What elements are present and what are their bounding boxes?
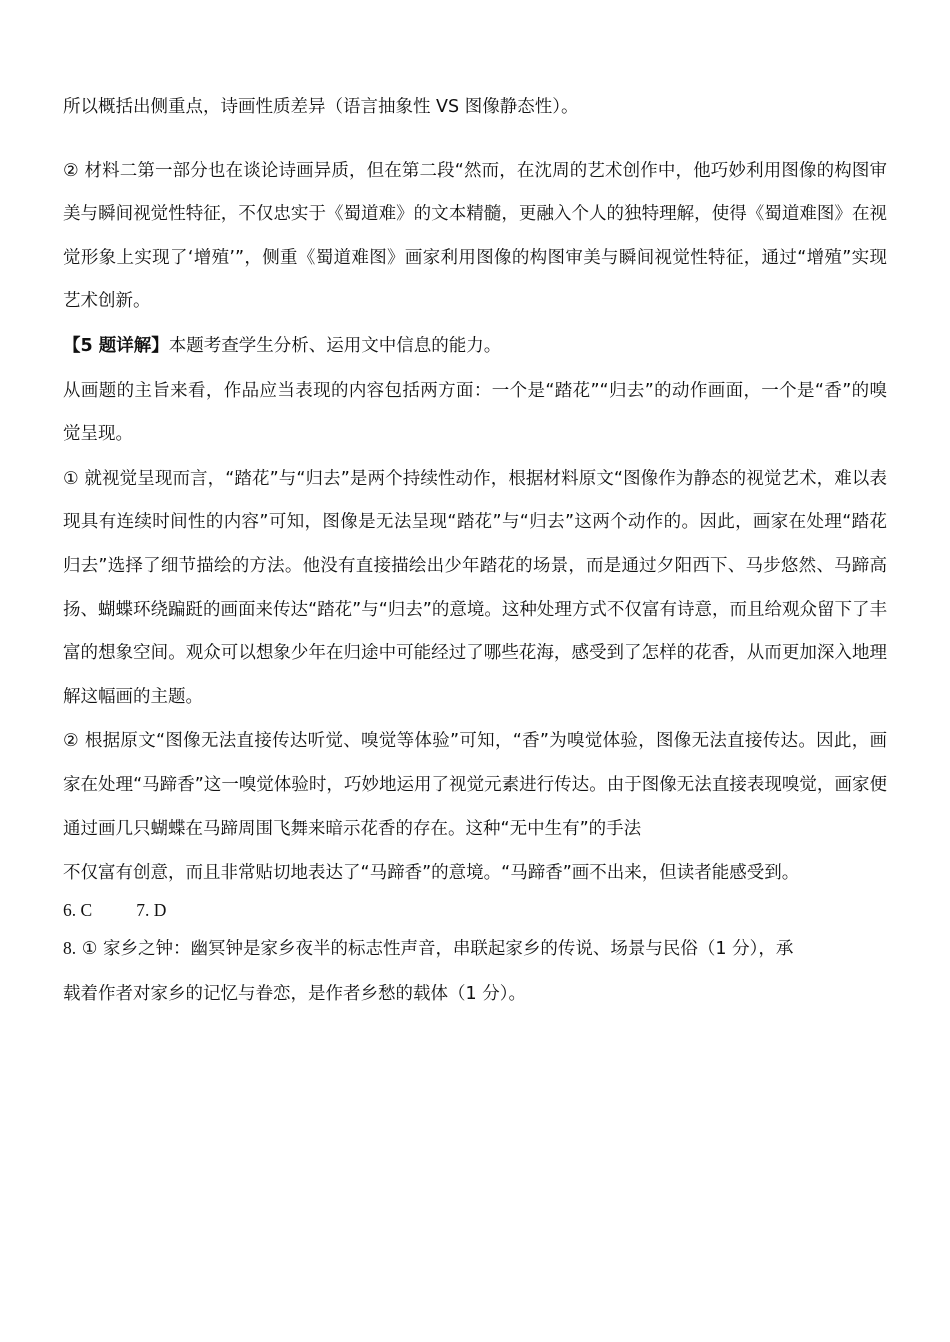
paragraph-smell-presentation: ② 根据原文“图像无法直接传达听觉、嗅觉等体验”可知，“香”为嗅觉体验，图像无法直接传达。因此，画家在处理“马蹄香”这一嗅觉体验时，巧妙地运用了视觉元素进行传达。由于图像无法直接表现嗅觉，画家便通过画几只蝴蝶在马蹄周围飞舞来暗示花香的存在。这种“无中生有”的手法 [63, 731, 887, 839]
paragraph-material-two: ② 材料二第一部分也在谈论诗画异质，但在第二段“然而，在沈周的艺术创作中，他巧妙利用图像的构图审美与瞬间视觉性特征，不仅忠实于《蜀道难》的文本精髓，更融入个人的独特理解，使得《蜀道难图》在视觉形象上实现了‘增殖’”，侧重《蜀道难图》画家利用图像的构图审美与瞬间视觉性特征，通过“增殖”实现艺术创新。 [63, 160, 887, 312]
paragraph-conclusion: 不仅富有创意，而且非常贴切地表达了“马蹄香”的意境。“马蹄香”画不出来，但读者能感受到。 [63, 863, 800, 884]
question-8-text: ① 家乡之钟：幽冥钟是家乡夜半的标志性声音，串联起家乡的传说、场景与民俗（1 分），承 [76, 938, 794, 959]
answer-7: 7. D [136, 899, 167, 920]
question-5-label: 【5 题详解】 [63, 335, 169, 356]
paragraph-summary: 所以概括出侧重点，诗画性质差异（语言抽象性 VS 图像静态性）。 [63, 97, 579, 117]
paragraph-theme-analysis: 从画题的主旨来看，作品应当表现的内容包括两方面：一个是“踏花”“归去”的动作画面，一个是“香”的嗅觉呈现。 [63, 380, 887, 445]
question-5-heading [63, 325, 887, 369]
question-8-line-2: 载着作者对家乡的记忆与眷恋，是作者乡愁的载体（1 分）。 [63, 983, 526, 1004]
question-5-description: 本题考查学生分析、运用文中信息的能力。 [168, 335, 502, 356]
document-page [63, 86, 887, 1016]
question-8-line-1 [63, 925, 887, 972]
answers-6-7 [63, 896, 887, 924]
answer-6: 6. C [63, 899, 93, 920]
paragraph-visual-presentation: ① 就视觉呈现而言，“踏花”与“归去”是两个持续性动作，根据材料原文“图像作为静态的视觉艺术，难以表现具有连续时间性的内容”可知，图像是无法呈现“踏花”与“归去”这两个动作的。因此，画家在处理“踏花归去”选择了细节描绘的方法。他没有直接描绘出少年踏花的场景，而是通过夕阳西下、马步悠然、马蹄高扬、蝴蝶环绕蹁跹的画面来传达“踏花”与“归去”的意境。这种处理方式不仅富有诗意，而且给观众留下了丰富的想象空间。观众可以想象少年在归途中可能经过了哪些花海，感受到了怎样的花香，从而更加深入地理解这幅画的主题。 [63, 468, 887, 707]
question-8-number: 8. [63, 937, 77, 958]
